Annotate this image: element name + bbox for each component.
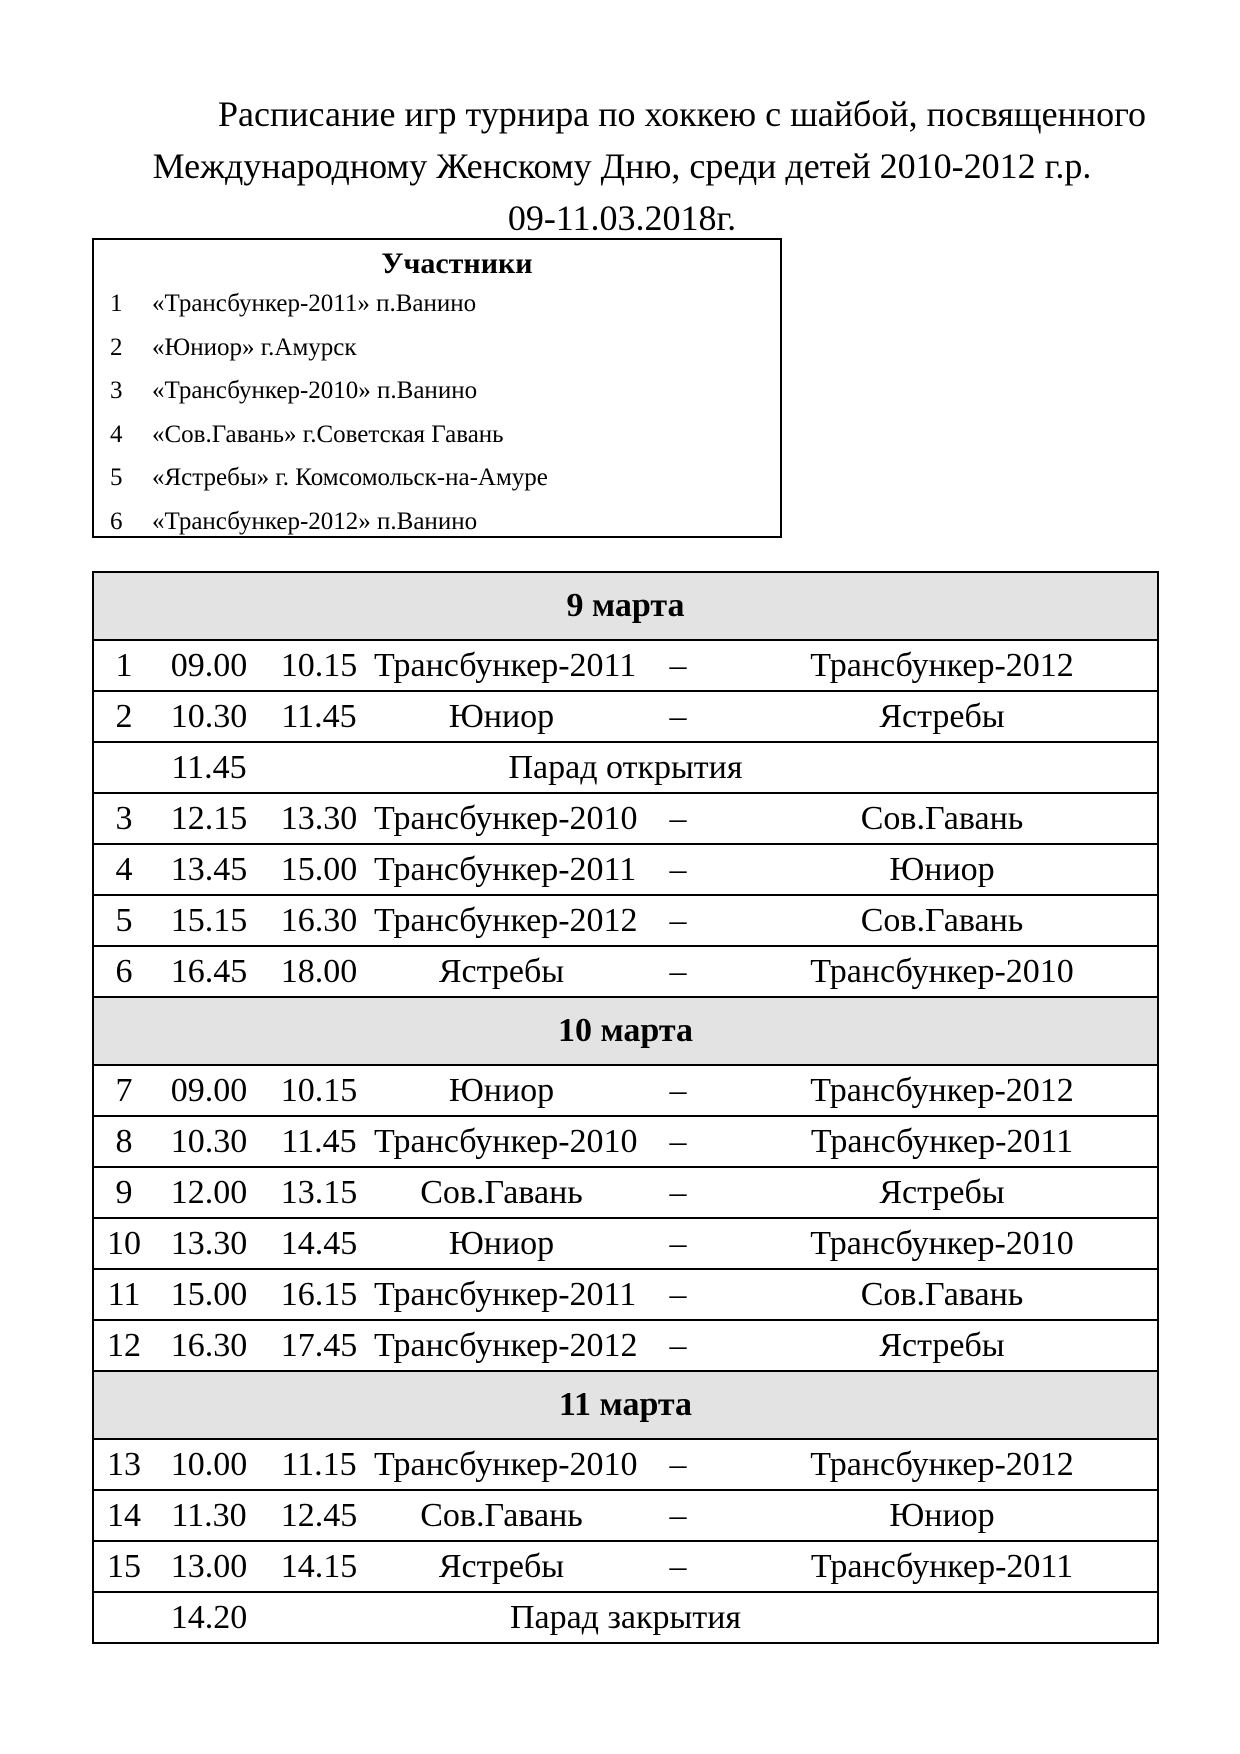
participant-number: 4 xyxy=(110,420,123,448)
day-header-row xyxy=(93,1371,1158,1439)
participant-item xyxy=(110,413,772,457)
game-row xyxy=(93,1541,1158,1592)
participant-item xyxy=(110,369,772,413)
participant-item xyxy=(110,326,772,370)
home-team: Трансбункер-2012 xyxy=(374,1327,638,1364)
game-number: 10 xyxy=(107,1225,141,1262)
versus-dash: – xyxy=(669,1327,687,1364)
start-time: 13.30 xyxy=(170,1225,248,1262)
event-time: 14.20 xyxy=(170,1599,248,1636)
home-team: Трансбункер-2012 xyxy=(374,902,638,939)
end-time: 16.15 xyxy=(280,1276,358,1313)
participant-number: 1 xyxy=(110,290,123,317)
home-team: Трансбункер-2010 xyxy=(374,1446,638,1483)
game-cell xyxy=(93,946,1158,997)
end-time: 10.15 xyxy=(280,1072,358,1109)
home-team: Трансбункер-2010 xyxy=(374,1123,638,1160)
start-time: 10.30 xyxy=(170,698,248,735)
start-time: 09.00 xyxy=(170,1072,248,1109)
start-time: 13.00 xyxy=(170,1548,248,1585)
game-row xyxy=(93,1116,1158,1167)
home-team: Трансбункер-2010 xyxy=(374,800,638,837)
event-time: 11.45 xyxy=(171,749,247,786)
participant-name: «Сов.Гавань» г.Советская Гавань xyxy=(152,420,504,448)
event-cell xyxy=(93,1592,1158,1643)
start-time: 15.15 xyxy=(170,902,248,939)
participant-name: «Трансбункер-2011» п.Ванино xyxy=(152,290,477,317)
start-time: 10.30 xyxy=(170,1123,248,1160)
participant-item xyxy=(110,500,772,544)
game-cell xyxy=(93,1439,1158,1490)
versus-dash: – xyxy=(669,1174,687,1211)
end-time: 14.15 xyxy=(280,1548,358,1585)
away-team: Ястребы xyxy=(879,698,1005,735)
event-row xyxy=(93,742,1158,793)
away-team: Сов.Гавань xyxy=(860,800,1024,837)
versus-dash: – xyxy=(669,1548,687,1585)
away-team: Юниор xyxy=(889,1497,995,1534)
game-cell xyxy=(93,1116,1158,1167)
participant-number: 3 xyxy=(110,377,123,404)
game-row xyxy=(93,640,1158,691)
end-time: 13.15 xyxy=(280,1174,358,1211)
game-row xyxy=(93,793,1158,844)
empty-number xyxy=(94,1593,154,1642)
away-team: Сов.Гавань xyxy=(860,902,1024,939)
game-number: 2 xyxy=(115,698,133,735)
participants-list xyxy=(110,282,772,543)
game-cell xyxy=(93,1218,1158,1269)
start-time: 12.00 xyxy=(170,1174,248,1211)
game-number: 8 xyxy=(115,1123,133,1160)
game-cell xyxy=(93,1167,1158,1218)
game-number: 12 xyxy=(107,1327,141,1364)
participant-item xyxy=(110,282,772,326)
game-row xyxy=(93,895,1158,946)
home-team: Сов.Гавань xyxy=(420,1497,583,1534)
away-team: Трансбункер-2011 xyxy=(810,1548,1074,1585)
versus-dash: – xyxy=(669,902,687,939)
participant-name: «Ястребы» г. Комсомольск-на-Амуре xyxy=(152,464,548,491)
game-row xyxy=(93,1218,1158,1269)
event-name: Парад открытия xyxy=(508,749,743,786)
game-number: 14 xyxy=(107,1497,141,1534)
game-cell xyxy=(93,640,1158,691)
versus-dash: – xyxy=(669,851,687,888)
away-team: Юниор xyxy=(889,851,995,888)
day-label: 11 марта xyxy=(93,1371,1158,1439)
away-team: Ястребы xyxy=(879,1327,1005,1364)
end-time: 10.15 xyxy=(280,647,358,684)
home-team: Сов.Гавань xyxy=(420,1174,583,1211)
game-row xyxy=(93,1439,1158,1490)
participants-heading: Участники xyxy=(381,247,533,280)
game-cell xyxy=(93,1541,1158,1592)
versus-dash: – xyxy=(669,647,687,684)
home-team: Юниор xyxy=(448,1225,555,1262)
participant-name: «Юниор» г.Амурск xyxy=(152,333,357,361)
away-team: Трансбункер-2012 xyxy=(810,1446,1074,1483)
game-row xyxy=(93,1065,1158,1116)
home-team: Ястребы xyxy=(438,1548,565,1585)
participant-number: 5 xyxy=(110,464,123,491)
game-row xyxy=(93,844,1158,895)
game-cell xyxy=(93,895,1158,946)
away-team: Трансбункер-2010 xyxy=(810,1225,1074,1262)
game-row xyxy=(93,691,1158,742)
home-team: Трансбункер-2011 xyxy=(374,1276,637,1313)
game-number: 9 xyxy=(115,1174,133,1211)
participant-number: 2 xyxy=(110,333,123,361)
away-team: Сов.Гавань xyxy=(860,1276,1024,1313)
versus-dash: – xyxy=(669,1446,687,1483)
end-time: 13.30 xyxy=(280,800,358,837)
away-team: Трансбункер-2012 xyxy=(810,647,1074,684)
versus-dash: – xyxy=(669,1123,687,1160)
game-number: 1 xyxy=(115,647,133,684)
end-time: 15.00 xyxy=(280,851,358,888)
title-line-3: 09-11.03.2018г. xyxy=(507,198,737,238)
day-label: 10 марта xyxy=(93,997,1158,1065)
game-cell xyxy=(93,793,1158,844)
versus-dash: – xyxy=(669,800,687,837)
start-time: 16.45 xyxy=(170,953,248,990)
start-time: 10.00 xyxy=(170,1446,248,1483)
start-time: 16.30 xyxy=(170,1327,248,1364)
end-time: 17.45 xyxy=(280,1327,358,1364)
away-team: Трансбункер-2012 xyxy=(810,1072,1074,1109)
game-cell xyxy=(93,1320,1158,1371)
versus-dash: – xyxy=(669,1225,687,1262)
participant-name: «Трансбункер-2012» п.Ванино xyxy=(152,507,478,535)
participant-name: «Трансбункер-2010» п.Ванино xyxy=(152,377,478,404)
away-team: Трансбункер-2011 xyxy=(810,1123,1074,1160)
end-time: 14.45 xyxy=(280,1225,358,1262)
end-time: 11.15 xyxy=(281,1446,357,1483)
game-number: 5 xyxy=(115,902,133,939)
versus-dash: – xyxy=(669,698,687,735)
day-header-row xyxy=(93,997,1158,1065)
start-time: 12.15 xyxy=(170,800,248,837)
game-number: 13 xyxy=(107,1446,141,1483)
day-header-row xyxy=(93,572,1158,640)
event-cell xyxy=(93,742,1158,793)
end-time: 11.45 xyxy=(281,698,357,735)
home-team: Юниор xyxy=(448,698,555,735)
game-row xyxy=(93,946,1158,997)
home-team: Трансбункер-2011 xyxy=(374,647,637,684)
versus-dash: – xyxy=(669,1497,687,1534)
title-line-2: Международному Женскому Дню, среди детей 2010-2012 г.р. xyxy=(152,146,1092,186)
game-cell xyxy=(93,1065,1158,1116)
versus-dash: – xyxy=(669,1276,687,1313)
game-number: 11 xyxy=(107,1276,141,1313)
home-team: Ястребы xyxy=(438,953,565,990)
end-time: 12.45 xyxy=(280,1497,358,1534)
home-team: Юниор xyxy=(448,1072,555,1109)
game-row xyxy=(93,1490,1158,1541)
start-time: 11.30 xyxy=(171,1497,247,1534)
game-row xyxy=(93,1167,1158,1218)
day-label: 9 марта xyxy=(93,572,1158,640)
participant-number: 6 xyxy=(110,507,123,535)
empty-number xyxy=(94,743,154,792)
game-cell xyxy=(93,691,1158,742)
event-name: Парад закрытия xyxy=(509,1599,742,1636)
game-row xyxy=(93,1269,1158,1320)
game-number: 15 xyxy=(107,1548,141,1585)
participants-box xyxy=(92,238,782,538)
game-cell xyxy=(93,844,1158,895)
game-number: 3 xyxy=(115,800,133,837)
away-team: Ястребы xyxy=(879,1174,1005,1211)
game-cell xyxy=(93,1490,1158,1541)
game-number: 6 xyxy=(115,953,133,990)
game-number: 7 xyxy=(115,1072,133,1109)
event-row xyxy=(93,1592,1158,1643)
end-time: 11.45 xyxy=(281,1123,357,1160)
start-time: 13.45 xyxy=(170,851,248,888)
game-cell xyxy=(93,1269,1158,1320)
participant-item xyxy=(110,456,772,500)
home-team: Трансбункер-2011 xyxy=(374,851,637,888)
away-team: Трансбункер-2010 xyxy=(810,953,1074,990)
versus-dash: – xyxy=(669,953,687,990)
game-row xyxy=(93,1320,1158,1371)
game-number: 4 xyxy=(115,851,133,888)
start-time: 09.00 xyxy=(170,647,248,684)
versus-dash: – xyxy=(669,1072,687,1109)
end-time: 16.30 xyxy=(280,902,358,939)
title-line-1: Расписание игр турнира по хоккею с шайбой, посвященного xyxy=(218,94,1146,134)
start-time: 15.00 xyxy=(170,1276,248,1313)
page-title xyxy=(92,88,1152,244)
end-time: 18.00 xyxy=(280,953,358,990)
schedule-table xyxy=(92,571,1159,1644)
